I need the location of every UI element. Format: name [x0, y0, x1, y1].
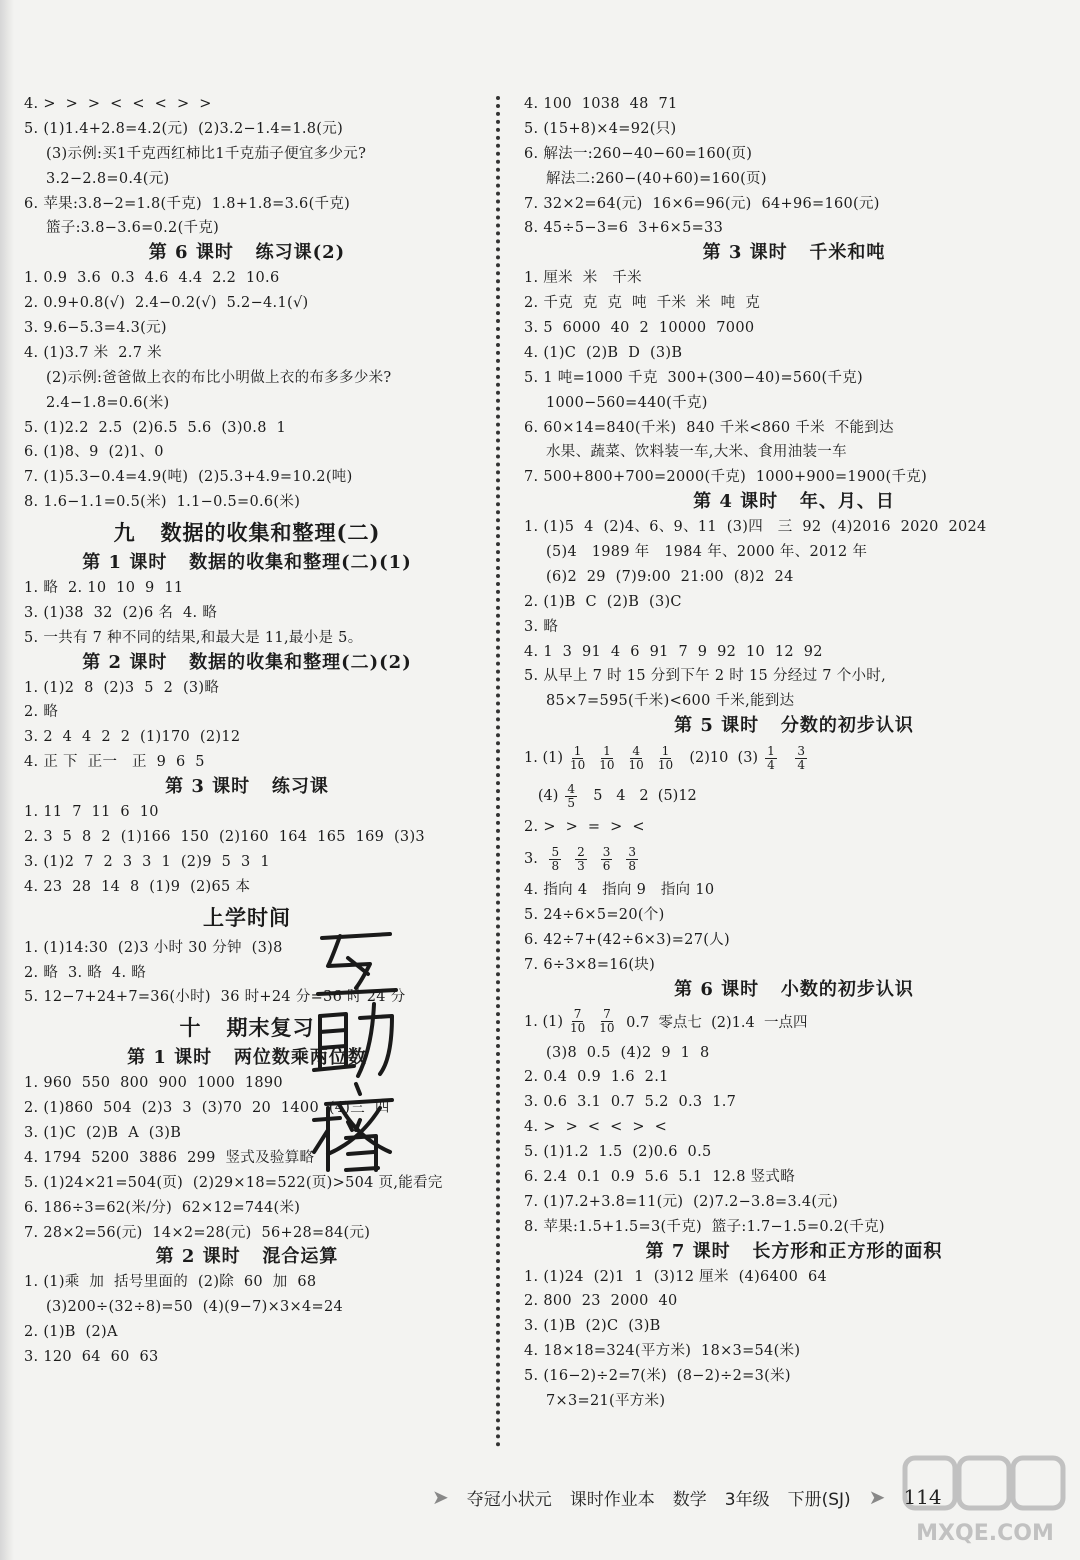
fraction-denominator: 8 [551, 858, 560, 873]
fraction [795, 745, 807, 772]
answer-line: 1000−560=440(千克) [546, 394, 708, 411]
fraction-denominator: 10 [599, 1021, 615, 1035]
lesson-heading: 第 1 课时 两位数乘两位数 [127, 1047, 367, 1069]
answer-line: 4. 23 28 14 8 (1)9 (2)65 本 [24, 878, 251, 895]
unit-heading: 九 数据的收集和整理(二) [113, 520, 381, 546]
fraction [549, 846, 561, 873]
fraction-numerator: 3 [628, 844, 637, 859]
answer-line: (3)示例:买1千克西红柿比1千克茄子便宜多少元? [46, 145, 367, 162]
lesson-heading: 第 2 课时 混合运算 [155, 1246, 339, 1268]
answer-line: 7. (1)7.2+3.8=11(元) (2)7.2−3.8=3.4(元) [524, 1193, 839, 1210]
answer-line: 1. (1)14:30 (2)3 小时 30 分钟 (3)8 [24, 939, 283, 956]
answer-line: 4. 1794 5200 3886 299 竖式及验算略 [24, 1149, 315, 1166]
answer-line: 6. 186÷3=62(米/分) 62×12=744(米) [24, 1199, 301, 1216]
answer-line: 1. (1)5 4 (2)4、6、9、11 (3)四 三 92 (4)2016 2020 2024 [524, 519, 987, 536]
footer-subject: 数学 [672, 1489, 707, 1510]
answer-line: 2. (1)B (2)A [24, 1324, 118, 1341]
answer-text: 3. [524, 851, 543, 868]
fraction-numerator: 4 [567, 781, 576, 796]
fraction-denominator: 3 [577, 858, 585, 873]
answer-line: 4. 指向 4 指向 9 指向 10 [524, 882, 715, 899]
page-footer [432, 1480, 952, 1514]
fraction-numerator: 1 [767, 743, 775, 758]
fraction [629, 745, 644, 772]
answer-line: 3. (1)B (2)C (3)B [524, 1318, 661, 1335]
answer-text: 1. (1) [524, 750, 563, 767]
left-column [24, 92, 470, 1370]
answer-line: 3. 略 [524, 618, 559, 635]
lesson-heading: 第 6 课时 练习课(2) [148, 242, 346, 264]
answer-line: 5. 从早上 7 时 15 分到下午 2 时 15 分经过 7 个小时, [524, 668, 887, 685]
fraction-denominator: 10 [628, 757, 644, 772]
answer-line: 5. (1)1.2 1.5 (2)0.6 0.5 [524, 1144, 712, 1161]
lesson-heading: 第 7 课时 长方形和正方形的面积 [645, 1240, 943, 1262]
answer-line: 4. (1)C (2)B D (3)B [524, 344, 683, 361]
fraction-numerator: 3 [602, 844, 611, 859]
answer-line: 2.4−1.8=0.6(米) [46, 394, 170, 411]
answer-text [784, 750, 789, 766]
answer-text: 0.7 零点七 (2)1.4 一点四 [621, 1015, 808, 1031]
fraction-denominator: 8 [628, 858, 637, 873]
answer-line: 4. 100 1038 48 71 [524, 96, 678, 112]
answer-line: 5. (1)24×21=504(页) (2)29×18=522(页)>504 页,能看完 [24, 1174, 443, 1191]
answer-line: 7. (1)5.3−0.4=4.9(吨) (2)5.3+4.9=10.2(吨) [24, 469, 353, 486]
answer-line: 1. 960 550 800 900 1000 1890 [24, 1075, 283, 1092]
answer-line: 2. (1)860 504 (2)3 3 (3)70 20 1400 (4)三 四 [24, 1100, 390, 1117]
fraction-numerator: 1 [661, 743, 670, 758]
answer-line: 5. 一共有 7 种不同的结果,和最大是 11,最小是 5。 [24, 629, 363, 646]
unit-heading: 十 期末复习 [179, 1015, 315, 1041]
answer-line: 6. 42÷7+(42÷6×3)=27(人) [524, 931, 730, 948]
page-edge-shadow [0, 0, 14, 1560]
answer-line [524, 777, 1064, 815]
answer-text: (2)10 (3) [680, 750, 759, 767]
answer-line: 6. 60×14=840(千米) 840 千米<860 千米 不能到达 [524, 419, 894, 436]
answer-line: 5. 12−7+24+7=36(小时) 36 时+24 分=36 时 24 分 [24, 989, 406, 1006]
answer-line: 3.2−2.8=0.4(元) [46, 170, 170, 187]
answer-line: 2. (1)B C (2)B (3)C [524, 593, 682, 610]
svg-text:MXQE.COM: MXQE.COM [916, 1521, 1054, 1546]
answer-line: 7. 6÷3×8=16(块) [524, 956, 656, 973]
answer-line [524, 840, 1064, 878]
answer-line: 1. 11 7 11 6 10 [24, 804, 159, 821]
footer-volume: 下册(SJ) [787, 1489, 851, 1510]
lesson-heading: 第 1 课时 数据的收集和整理(二)(1) [82, 552, 412, 574]
answer-line: (5)4 1989 年 1984 年、2000 年、2012 年 [546, 544, 868, 561]
answer-line: 5. (16−2)÷2=7(米) (8−2)÷2=3(米) [524, 1368, 791, 1385]
right-column [524, 92, 1064, 1414]
answer-text: 1. (1) [524, 1013, 563, 1030]
fraction-denominator: 10 [569, 757, 586, 772]
answer-line: 4. > > < < > < [524, 1119, 668, 1136]
answer-line: 4. 18×18=324(平方米) 18×3=54(米) [524, 1343, 801, 1360]
answer-line: 7. 28×2=56(元) 14×2=28(元) 56+28=84(元) [24, 1224, 371, 1241]
fraction [765, 745, 777, 772]
answer-line: (6)2 29 (7)9:00 21:00 (8)2 24 [546, 568, 794, 585]
fraction-numerator: 3 [797, 743, 805, 758]
arrow-icon: ➤ [868, 1485, 886, 1509]
fraction-denominator: 6 [602, 858, 611, 873]
column-divider [496, 96, 500, 1448]
answer-line: 2. 0.9+0.8(√) 2.4−0.2(√) 5.2−4.1(√) [24, 295, 309, 312]
answer-line: 2. 0.4 0.9 1.6 2.1 [524, 1069, 669, 1086]
answer-line: 2. 3 5 8 2 (1)166 150 (2)160 164 165 169 (3)3 [24, 828, 425, 845]
answer-line: 7. 500+800+700=2000(千克) 1000+900=1900(千克) [524, 469, 928, 486]
answer-line: 3. 2 4 4 2 2 (1)170 (2)12 [24, 729, 241, 746]
answer-line: 5. 24÷6×5=20(个) [524, 906, 665, 923]
answer-line [524, 1003, 1064, 1041]
answer-line: 1. (1)乘 加 括号里面的 (2)除 60 加 68 [24, 1274, 317, 1291]
fraction-denominator: 10 [599, 757, 615, 772]
answer-line: 解法二:260−(40+60)=160(页) [546, 170, 767, 187]
answer-line: 水果、蔬菜、饮料装一车,大米、食用油装一车 [546, 444, 847, 461]
lesson-heading: 第 2 课时 数据的收集和整理(二)(2) [82, 651, 412, 673]
answer-line: 1. 厘米 米 千米 [524, 270, 642, 287]
answer-line: 5. 1 吨=1000 千克 300+(300−40)=560(千克) [524, 369, 864, 386]
arrow-icon: ➤ [432, 1485, 449, 1509]
answer-line: 1. 略 2. 10 10 9 11 [24, 580, 184, 597]
answer-text: 5 4 2 (5)12 [584, 788, 697, 805]
answer-line: 3. 9.6−5.3=4.3(元) [24, 320, 167, 337]
lesson-heading: 第 3 课时 练习课 [165, 776, 329, 798]
answer-line: (2)示例:爸爸做上衣的布比小明做上衣的布多多少米? [46, 369, 392, 386]
page-number: 114 [903, 1485, 942, 1509]
answer-line: 3. 0.6 3.1 0.7 5.2 0.3 1.7 [524, 1094, 737, 1111]
unit-heading: 上学时间 [203, 904, 291, 930]
answer-line: 6. 解法一:260−40−60=160(页) [524, 145, 753, 162]
lesson-heading: 第 5 课时 分数的初步认识 [674, 715, 914, 737]
answer-line: (3)200÷(32÷8)=50 (4)(9−7)×3×4=24 [46, 1299, 344, 1316]
answer-line: 4. (1)3.7 米 2.7 米 [24, 344, 162, 361]
answer-line: 1. 0.9 3.6 0.3 4.6 4.4 2.2 10.6 [24, 270, 280, 287]
answer-line: 8. 45÷5−3=6 3+6×5=33 [524, 220, 724, 237]
lesson-heading: 第 6 课时 小数的初步认识 [674, 978, 914, 1000]
answer-line: 5. (1)2.2 2.5 (2)6.5 5.6 (3)0.8 1 [24, 419, 287, 436]
answer-line: 6. (1)8、9 (2)1、0 [24, 444, 164, 461]
answer-line [524, 739, 1064, 777]
fraction [570, 745, 585, 772]
lesson-heading: 第 3 课时 千米和吨 [702, 242, 886, 264]
answer-line: 5. (1)1.4+2.8=4.2(元) (2)3.2−1.4=1.8(元) [24, 120, 344, 137]
fraction [626, 846, 638, 873]
answer-line: 6. 2.4 0.1 0.9 5.6 5.1 12.8 竖式略 [524, 1168, 796, 1185]
fraction-denominator: 4 [767, 757, 775, 772]
fraction [570, 1008, 585, 1035]
fraction-numerator: 2 [577, 844, 585, 859]
answer-line: 7×3=21(平方米) [546, 1392, 666, 1409]
fraction-numerator: 1 [603, 743, 611, 758]
answer-line: 2. 略 3. 略 4. 略 [24, 964, 147, 981]
footer-grade: 3年级 [724, 1489, 770, 1510]
handwritten-stamp [300, 908, 410, 1178]
fraction-numerator: 5 [551, 844, 560, 859]
answer-line: 3. (1)C (2)B A (3)B [24, 1124, 182, 1141]
fraction [658, 745, 673, 772]
lesson-heading: 第 4 课时 年、月、日 [693, 491, 895, 513]
answer-line: 3. (1)38 32 (2)6 名 4. 略 [24, 604, 218, 621]
answer-line: 2. 略 [24, 704, 59, 721]
answer-line: 3. 120 64 60 63 [24, 1348, 159, 1365]
footer-brand: 夺冠小状元 [466, 1489, 552, 1510]
answer-line: 2. 800 23 2000 40 [524, 1293, 678, 1310]
fraction-numerator: 7 [573, 1007, 582, 1021]
answer-line: 85×7=595(千米)<600 千米,能到达 [546, 693, 795, 710]
footer-book: 课时作业本 [569, 1489, 655, 1510]
fraction [601, 846, 613, 873]
answer-line: 8. 苹果:1.5+1.5=3(千克) 篮子:1.7−1.5=0.2(千克) [524, 1218, 885, 1235]
answer-text: (4) [524, 788, 559, 805]
answer-line: 4. > > > < < < > > [24, 96, 212, 112]
answer-line: 1. (1)2 8 (2)3 5 2 (3)略 [24, 679, 220, 696]
answer-line: (3)8 0.5 (4)2 9 1 8 [546, 1044, 710, 1061]
fraction-numerator: 7 [603, 1007, 611, 1021]
fraction-denominator: 5 [567, 795, 576, 810]
fraction-denominator: 4 [797, 757, 805, 772]
answer-line: 4. 正 下 正一 正 9 6 5 [24, 754, 205, 771]
answer-line: 4. 1 3 91 4 6 91 7 9 92 10 12 92 [524, 643, 823, 660]
fraction-denominator: 10 [657, 757, 674, 772]
answer-line: 8. 1.6−1.1=0.5(米) 1.1−0.5=0.6(米) [24, 494, 301, 511]
answer-line: 5. (15+8)×4=92(只) [524, 120, 677, 137]
answer-line: 3. 5 6000 40 2 10000 7000 [524, 320, 755, 337]
fraction-numerator: 1 [573, 743, 582, 758]
answer-line: 1. (1)24 (2)1 1 (3)12 厘米 (4)6400 64 [524, 1268, 828, 1285]
fraction [599, 745, 614, 772]
fraction [599, 1008, 614, 1035]
answer-line: 2. 千克 克 克 吨 千米 米 吨 克 [524, 295, 761, 312]
fraction [575, 846, 587, 873]
answer-line: 3. (1)2 7 2 3 3 1 (2)9 5 3 1 [24, 853, 270, 870]
fraction-denominator: 10 [569, 1021, 586, 1035]
fraction [565, 783, 577, 810]
answer-line: 2. > > = > < [524, 819, 645, 836]
fraction-numerator: 4 [632, 743, 640, 758]
answer-line: 6. 苹果:3.8−2=1.8(千克) 1.8+1.8=3.6(千克) [24, 195, 351, 212]
answer-line: 篮子:3.8−3.6=0.2(千克) [46, 220, 220, 237]
answer-line: 7. 32×2=64(元) 16×6=96(元) 64+96=160(元) [524, 195, 880, 212]
